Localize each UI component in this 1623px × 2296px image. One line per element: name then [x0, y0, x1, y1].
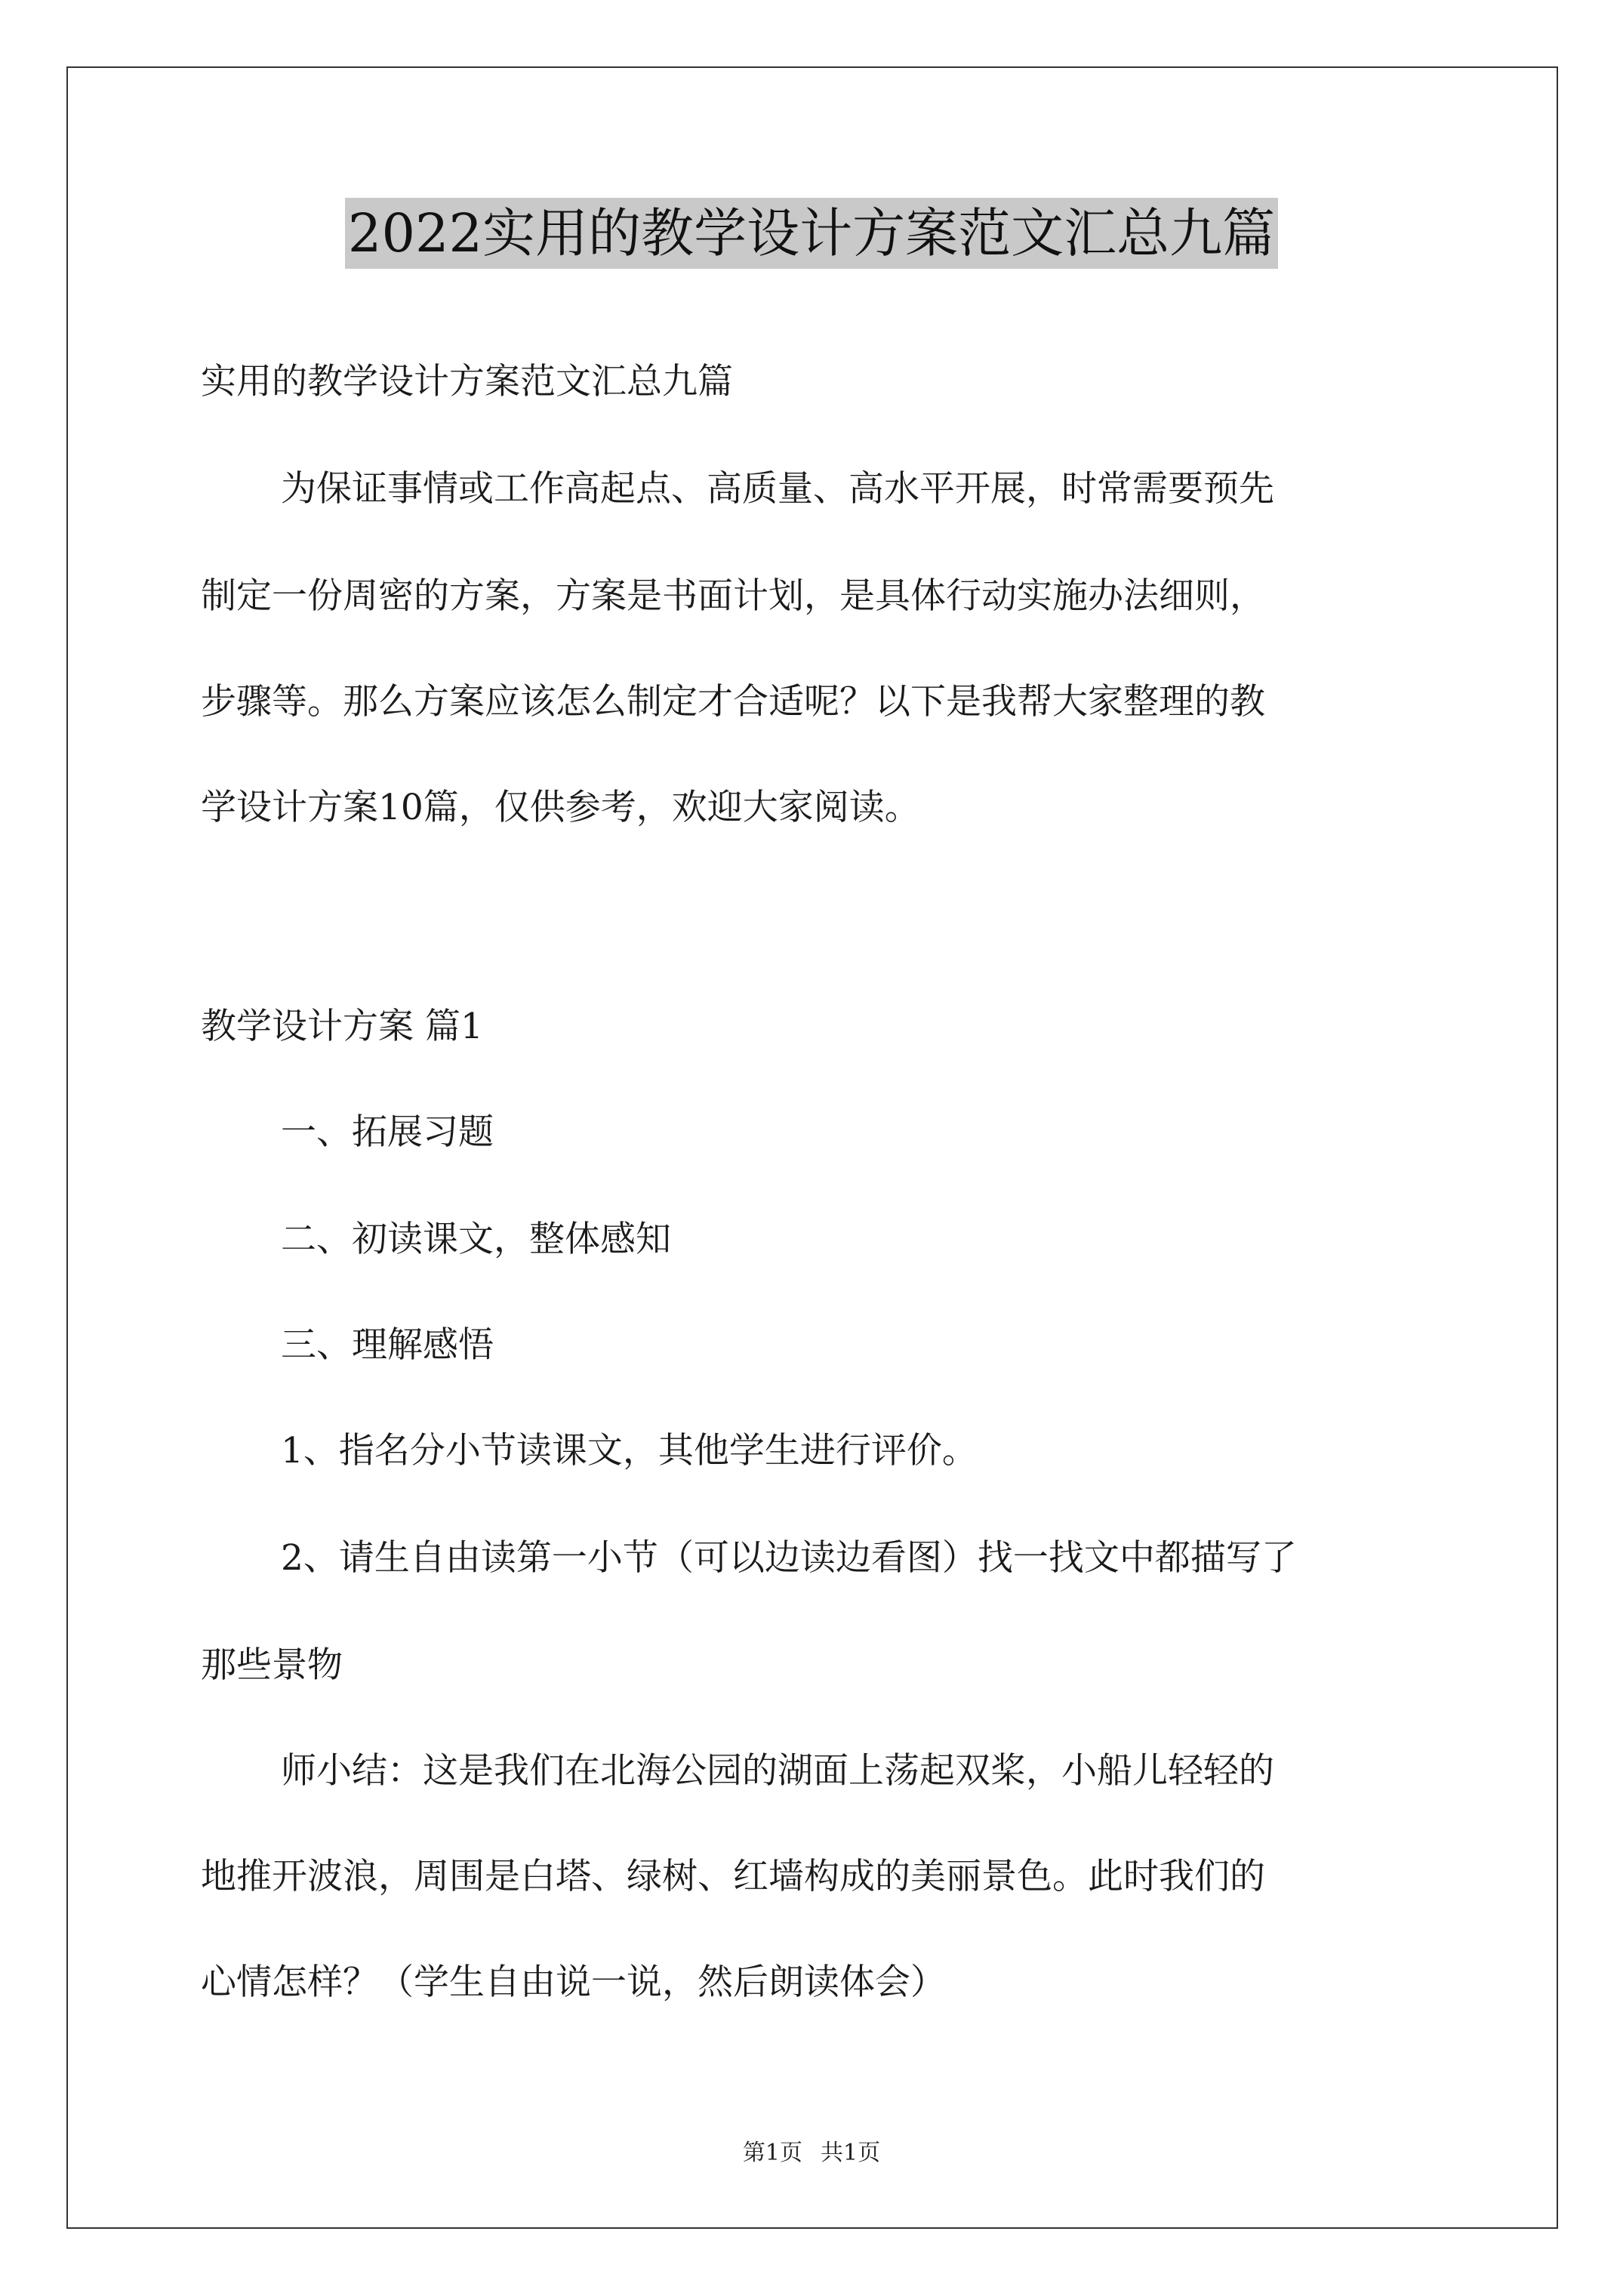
summary-line-3: 心情怎样？（学生自由说一说，然后朗读体会） [201, 1962, 946, 2003]
document-title: 2022实用的教学设计方案范文汇总九篇 [345, 198, 1278, 269]
item2-line-1: 2、请生自由读第一小节（可以边读边看图）找一找文中都描写了 [281, 1537, 1297, 1579]
document-subtitle: 实用的教学设计方案范文汇总九篇 [201, 361, 733, 402]
summary-line-2: 地推开波浪，周围是白塔、绿树、红墙构成的美丽景色。此时我们的 [201, 1856, 1265, 1897]
item-1: 一、拓展习题 [281, 1111, 494, 1153]
page-number-total: 共1页 [821, 2140, 881, 2166]
item-2: 二、初读课文，整体感知 [281, 1219, 671, 1260]
intro-line-2: 制定一份周密的方案，方案是书面计划，是具体行动实施办法细则， [201, 575, 1265, 617]
item-4: 1、指名分小节读课文，其他学生进行评价。 [281, 1430, 978, 1472]
item2-line-2: 那些景物 [201, 1644, 343, 1686]
page-footer [0, 2138, 1623, 2168]
section-heading: 教学设计方案 篇1 [201, 1006, 483, 1047]
item-3: 三、理解感悟 [281, 1324, 494, 1366]
title-wrap [0, 198, 1623, 269]
intro-line-4: 学设计方案10篇，仅供参考，欢迎大家阅读。 [201, 787, 920, 828]
page-number-current: 第1页 [742, 2140, 802, 2166]
intro-line-1: 为保证事情或工作高起点、高质量、高水平开展，时常需要预先 [281, 468, 1274, 510]
intro-line-3: 步骤等。那么方案应该怎么制定才合适呢？以下是我帮大家整理的教 [201, 681, 1265, 723]
summary-line-1: 师小结：这是我们在北海公园的湖面上荡起双桨，小船儿轻轻的 [281, 1750, 1274, 1792]
